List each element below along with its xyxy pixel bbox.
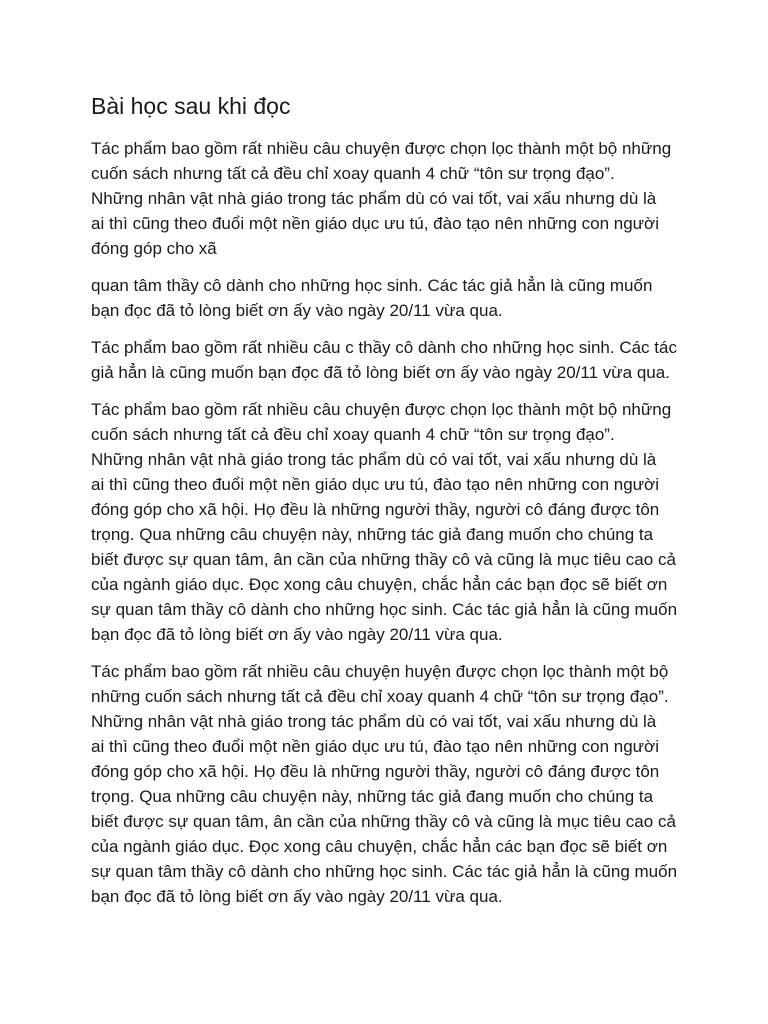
- paragraph-line: Tác phẩm bao gồm rất nhiều câu chuyện được chọn lọc thành một bộ những: [91, 400, 672, 419]
- paragraph: [91, 273, 691, 323]
- paragraph-line: biết được sự quan tâm, ân cần của những thầy cô và cũng là mục tiêu cao cả: [91, 550, 676, 569]
- paragraph-line: ai thì cũng theo đuổi một nền giáo dục ưu tú, đào tạo nên những con người: [91, 475, 659, 494]
- paragraph: [91, 335, 691, 385]
- paragraph-line: đóng góp cho xã hội. Họ đều là những người thầy, người cô đáng được tôn: [91, 762, 660, 781]
- paragraph-line: bạn đọc đã tỏ lòng biết ơn ấy vào ngày 20/11 vừa qua.: [91, 625, 503, 644]
- paragraph-line: cuốn sách nhưng tất cả đều chỉ xoay quanh 4 chữ “tôn sư trọng đạo”.: [91, 425, 615, 444]
- paragraph-line: Những nhân vật nhà giáo trong tác phẩm dù có vai tốt, vai xấu nhưng dù là: [91, 450, 657, 469]
- paragraph: [91, 136, 691, 261]
- paragraph-line: Tác phẩm bao gồm rất nhiều câu c thầy cô dành cho những học sinh. Các tác: [91, 338, 677, 357]
- paragraph-line: Tác phẩm bao gồm rất nhiều câu chuyện huyện được chọn lọc thành một bộ: [91, 662, 669, 681]
- paragraph: [91, 397, 691, 647]
- paragraph-line: biết được sự quan tâm, ân cần của những thầy cô và cũng là mục tiêu cao cả: [91, 812, 676, 831]
- paragraph-line: đóng góp cho xã: [91, 239, 217, 258]
- paragraph-line: sự quan tâm thầy cô dành cho những học sinh. Các tác giả hẳn là cũng muốn: [91, 862, 678, 881]
- paragraph-line: Tác phẩm bao gồm rất nhiều câu chuyện được chọn lọc thành một bộ những: [91, 139, 672, 158]
- paragraph-line: ai thì cũng theo đuổi một nền giáo dục ưu tú, đào tạo nên những con người: [91, 737, 659, 756]
- paragraph-line: Những nhân vật nhà giáo trong tác phẩm dù có vai tốt, vai xấu nhưng dù là: [91, 712, 657, 731]
- paragraph-line: cuốn sách nhưng tất cả đều chỉ xoay quanh 4 chữ “tôn sư trọng đạo”.: [91, 164, 615, 183]
- paragraph-line: đóng góp cho xã hội. Họ đều là những người thầy, người cô đáng được tôn: [91, 500, 660, 519]
- document-body: [91, 136, 691, 909]
- paragraph-line: trọng. Qua những câu chuyện này, những tác giả đang muốn cho chúng ta: [91, 787, 654, 806]
- paragraph-line: Những nhân vật nhà giáo trong tác phẩm dù có vai tốt, vai xấu nhưng dù là: [91, 189, 657, 208]
- paragraph-line: quan tâm thầy cô dành cho những học sinh. Các tác giả hẳn là cũng muốn: [91, 276, 653, 295]
- paragraph-line: những cuốn sách nhưng tất cả đều chỉ xoay quanh 4 chữ “tôn sư trọng đạo”.: [91, 687, 669, 706]
- paragraph-line: của ngành giáo dục. Đọc xong câu chuyện, chắc hẳn các bạn đọc sẽ biết ơn: [91, 575, 668, 594]
- paragraph-line: của ngành giáo dục. Đọc xong câu chuyện, chắc hẳn các bạn đọc sẽ biết ơn: [91, 837, 668, 856]
- paragraph-line: trọng. Qua những câu chuyện này, những tác giả đang muốn cho chúng ta: [91, 525, 654, 544]
- paragraph: [91, 659, 691, 909]
- document-page: [91, 90, 691, 921]
- paragraph-line: giả hẳn là cũng muốn bạn đọc đã tỏ lòng biết ơn ấy vào ngày 20/11 vừa qua.: [91, 363, 670, 382]
- paragraph-line: sự quan tâm thầy cô dành cho những học sinh. Các tác giả hẳn là cũng muốn: [91, 600, 678, 619]
- paragraph-line: bạn đọc đã tỏ lòng biết ơn ấy vào ngày 20/11 vừa qua.: [91, 887, 503, 906]
- paragraph-line: bạn đọc đã tỏ lòng biết ơn ấy vào ngày 20/11 vừa qua.: [91, 301, 503, 320]
- paragraph-line: ai thì cũng theo đuổi một nền giáo dục ưu tú, đào tạo nên những con người: [91, 214, 659, 233]
- document-title: Bài học sau khi đọc: [91, 93, 291, 119]
